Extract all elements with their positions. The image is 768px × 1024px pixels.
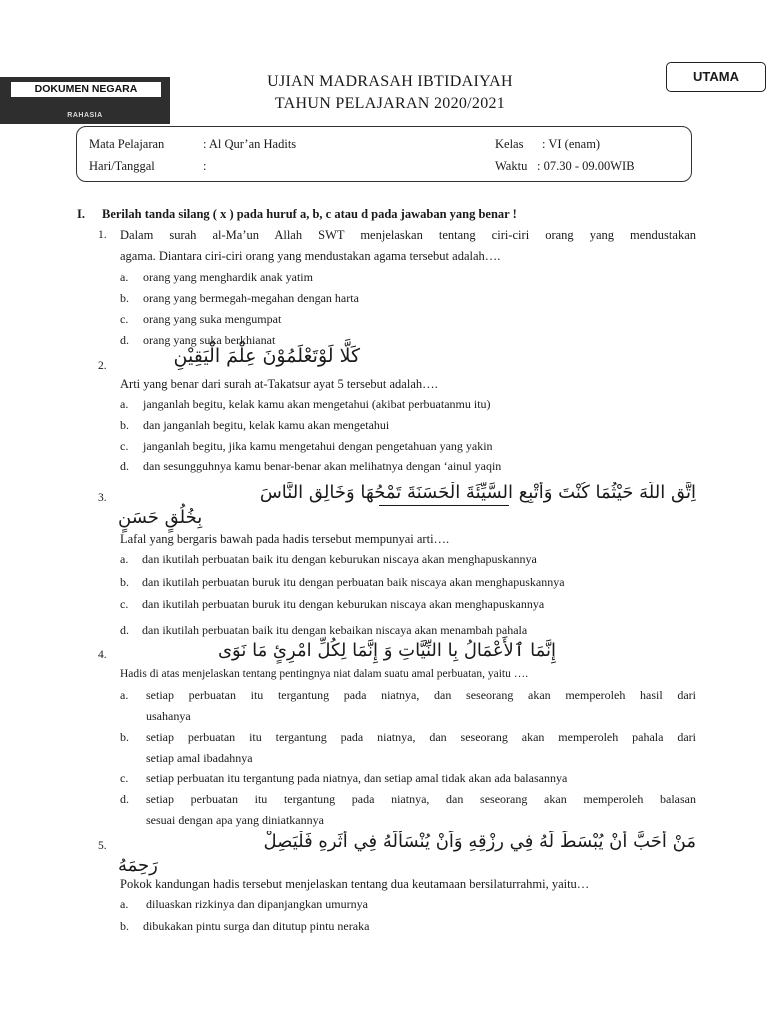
section-instruction: Berilah tanda silang ( x ) pada huruf a, b, c atau d pada jawaban yang benar ! — [102, 207, 517, 221]
question-number: 1. — [98, 229, 107, 241]
option-letter: d. — [120, 333, 129, 347]
option-letter: b. — [120, 575, 129, 589]
option-text: diluaskan rizkinya dan dipanjangkan umurnya — [143, 897, 368, 911]
version-badge: UTAMA — [666, 62, 766, 92]
option-text: setiap perbuatan itu tergantung pada niatnya, dan seseorang akan memperoleh hasil dari — [146, 688, 696, 702]
class-label: Kelas — [495, 137, 524, 151]
option-text: dan ikutilah perbuatan baik itu dengan kebaikan niscaya akan menambah pahala — [142, 623, 528, 637]
option-text: dan ikutilah perbuatan buruk itu dengan perbuatan baik niscaya akan menghapuskannya — [142, 575, 565, 589]
exam-year: TAHUN PELAJARAN 2020/2021 — [274, 95, 506, 112]
option-text: sesuai dengan apa yang diniatkannya — [146, 813, 324, 827]
question-text: Lafal yang bergaris bawah pada hadis tersebut mempunyai arti…. — [120, 532, 450, 546]
option-text: orang yang menghardik anak yatim — [143, 270, 313, 284]
question-text: Arti yang benar dari surah at-Takatsur ayat 5 tersebut adalah…. — [120, 377, 438, 391]
option-letter: b. — [120, 418, 129, 432]
option-letter: a. — [120, 688, 129, 702]
section-number: I. — [77, 207, 85, 221]
option-text: dan sesungguhnya kamu benar-benar akan melihatnya dengan ‘ainul yaqin — [143, 459, 502, 473]
option-text: orang yang suka berkhianat — [143, 333, 276, 347]
question-text: Dalam surah al-Ma’un Allah SWT menjelaskan tentang ciri-ciri orang yang mendustakan — [120, 228, 696, 242]
time-value: : 07.30 - 09.00WIB — [537, 159, 635, 173]
option-text: setiap perbuatan itu tergantung pada niatnya, dan setiap amal tidak akan ada balasannya — [146, 771, 568, 785]
hadith-underline — [379, 505, 509, 506]
document-sublabel: RAHASIA — [67, 112, 103, 119]
exam-title: UJIAN MADRASAH IBTIDAIYAH — [267, 73, 513, 90]
option-text: usahanya — [146, 709, 191, 723]
arabic-hadith: رَحِمَهُ — [118, 855, 158, 876]
document-label: DOKUMEN NEGARA — [11, 82, 161, 97]
option-text: janganlah begitu, kelak kamu akan mengetahui (akibat perbuatanmu itu) — [143, 397, 491, 411]
option-text: dibukakan pintu surga dan ditutup pintu neraka — [143, 919, 370, 933]
option-letter: a. — [120, 270, 129, 284]
question-text: agama. Diantara ciri-ciri orang yang mendustakan agama tersebut adalah…. — [120, 249, 501, 263]
option-text: janganlah begitu, jika kamu mengetahui dengan pengetahuan yang yakin — [143, 439, 493, 453]
option-letter: d. — [120, 459, 129, 473]
class-value: : VI (enam) — [542, 137, 601, 151]
question-number: 4. — [98, 649, 107, 661]
option-text: orang yang suka mengumpat — [143, 312, 282, 326]
arabic-hadith: مَنْ أَحَبَّ أَنْ يُبْسَطَ لَهُ فِي رِزْقِهِ وَاَنْ يُنْسَأَلَهُ فِي أَثَرِهِ فَلْيَصِلْ — [263, 831, 696, 852]
arabic-hadith: اِتَّقِ اللَّهَ حَيْثُمَا كُنْتَ وَأَتْبِعِ السَّيِّئَةَ الْحَسَنَةَ تَمْحُهَا وَخَالِقِ النَّاسَ — [259, 482, 696, 503]
arabic-hadith: إِنَّمَا ٱلأَعْمَالُ بِا النِّيَّاتِ وَ إِنَّمَا لِكُلِّ امْرِئٍ مَا نَوَى — [217, 640, 556, 661]
question-text: Pokok kandungan hadis tersebut menjelaskan tentang dua keutamaan bersilaturrahmi, yaitu… — [120, 877, 590, 891]
subject-value: : Al Qur’an Hadits — [203, 137, 297, 151]
option-letter: d. — [120, 623, 129, 637]
option-letter: d. — [120, 792, 129, 806]
option-letter: a. — [120, 897, 129, 911]
subject-label: Mata Pelajaran — [89, 137, 165, 151]
option-text: setiap perbuatan itu tergantung pada niatnya, dan seseorang akan memperoleh pahala dari — [146, 730, 696, 744]
date-label: Hari/Tanggal — [89, 159, 155, 173]
question-text: Hadis di atas menjelaskan tentang pentingnya niat dalam suatu amal perbuatan, yaitu …. — [120, 668, 529, 680]
arabic-verse: كَلَّا لَوْتَعْلَمُوْنَ عِلْمَ الْيَقِيْنِ — [173, 345, 360, 367]
option-text: dan janganlah begitu, kelak kamu akan mengetahui — [143, 418, 390, 432]
option-letter: b. — [120, 919, 129, 933]
option-text: dan ikutilah perbuatan baik itu dengan keburukan niscaya akan menghapuskannya — [142, 552, 537, 566]
question-number: 3. — [98, 492, 107, 504]
option-letter: b. — [120, 291, 129, 305]
option-text: dan ikutilah perbuatan buruk itu dengan keburukan niscaya akan menghapuskannya — [142, 597, 545, 611]
option-letter: c. — [120, 439, 129, 453]
question-number: 2. — [98, 360, 107, 372]
option-letter: a. — [120, 397, 129, 411]
option-letter: a. — [120, 552, 129, 566]
option-letter: c. — [120, 597, 129, 611]
arabic-hadith: بِخُلُقٍ حَسَنٍ — [118, 507, 203, 528]
option-letter: b. — [120, 730, 129, 744]
date-value: : — [203, 159, 207, 173]
time-label: Waktu — [495, 159, 528, 173]
question-number: 5. — [98, 840, 107, 852]
option-text: orang yang bermegah-megahan dengan harta — [143, 291, 359, 305]
option-letter: c. — [120, 771, 129, 785]
option-text: setiap perbuatan itu tergantung pada niatnya, dan seseorang akan memperoleh balasan — [146, 792, 696, 806]
option-letter: c. — [120, 312, 129, 326]
option-text: setiap amal ibadahnya — [146, 751, 253, 765]
